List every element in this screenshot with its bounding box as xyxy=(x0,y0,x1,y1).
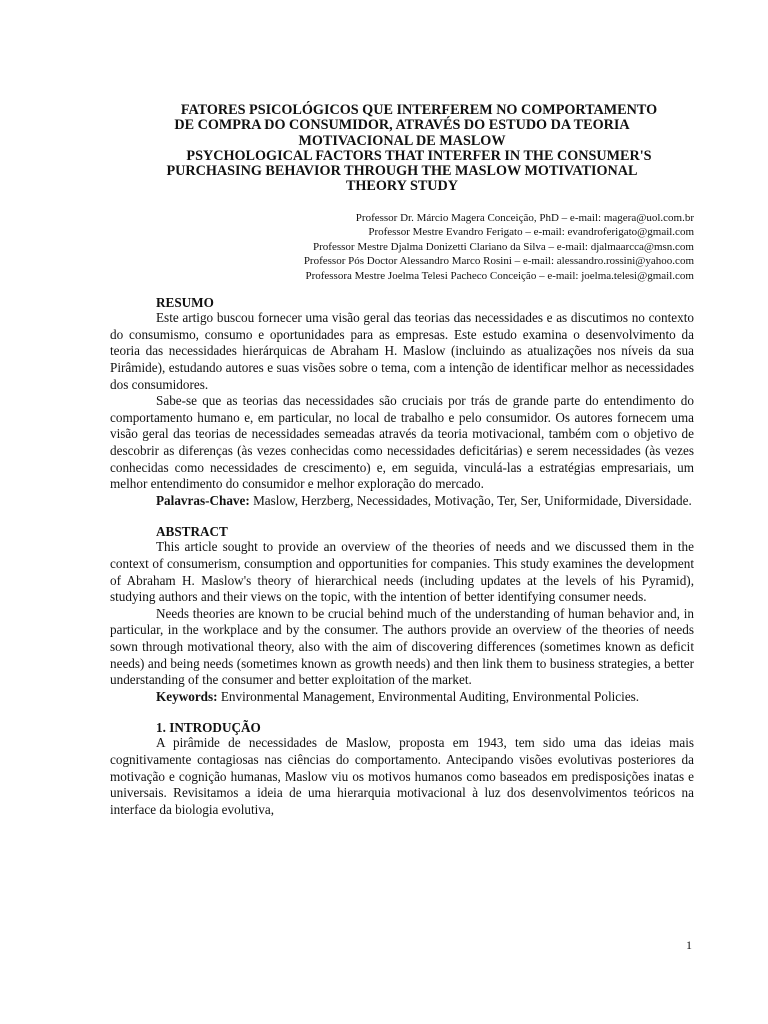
intro-paragraph-1: A pirâmide de necessidades de Maslow, proposta em 1943, tem sido uma das ideias mais cognitivamente contagiosas nas ciências do comportamento. Antecipando visões evolutivas posteriores da motivação e cognição humanas, Maslow viu os motivos humanos como baseados em predisposições inatas e universais. Revisitamos a ideia de uma hierarquia motivacional à luz dos desenvolvimentos teóricos na interface da biologia evolutiva, xyxy=(110,735,694,817)
author-5: Professora Mestre Joelma Telesi Pacheco Conceição – e-mail: joelma.telesi@gmail.com xyxy=(305,269,694,282)
title-pt-line-2: DE COMPRA DO CONSUMIDOR, ATRAVÉS DO ESTUDO DA TEORIA xyxy=(174,117,630,134)
intro-heading: 1. INTRODUÇÃO xyxy=(156,720,261,736)
author-3: Professor Mestre Djalma Donizetti Clariano da Silva – e-mail: djalmaarcca@msn.com xyxy=(313,240,694,253)
resumo-section xyxy=(110,295,694,509)
author-list xyxy=(110,211,694,284)
resumo-keywords-label: Palavras-Chave: xyxy=(156,492,250,508)
resumo-paragraph-2: Sabe-se que as teorias das necessidades são cruciais por trás de grande parte do entendimento do comportamento humano e, em particular, no local de trabalho e pelo consumidor. Os autores fornecem uma visão geral das teorias de necessidades semeadas através da teoria motivacional, também com o objetivo de descobrir as diferenças (às vezes conhecidas como necessidades deficitárias) e serem necessidades (às vezes conhecidas como necessidades de crescimento) e, em seguida, vinculá-las a estratégias empresariais, um melhor entendimento do consumidor e melhor exploração do mercado. xyxy=(110,393,694,492)
abstract-section xyxy=(110,524,694,705)
author-1: Professor Dr. Márcio Magera Conceição, PhD – e-mail: magera@uol.com.br xyxy=(355,211,694,224)
title-pt-line-3: MOTIVACIONAL DE MASLOW xyxy=(298,132,506,149)
abstract-keywords xyxy=(110,689,694,706)
resumo-keywords-text: Maslow, Herzberg, Necessidades, Motivação, Ter, Ser, Uniformidade, Diversidade. xyxy=(249,492,692,508)
intro-section xyxy=(110,720,694,818)
title-pt-line-1: FATORES PSICOLÓGICOS QUE INTERFEREM NO COMPORTAMENTO xyxy=(180,102,658,118)
author-4: Professor Pós Doctor Alessandro Marco Rosini – e-mail: alessandro.rossini@yahoo.com xyxy=(303,255,694,268)
title-en-line-1: PSYCHOLOGICAL FACTORS THAT INTERFER IN THE CONSUMER'S xyxy=(186,147,652,164)
title-en-line-2: PURCHASING BEHAVIOR THROUGH THE MASLOW MOTIVATIONAL xyxy=(166,163,638,180)
abstract-keywords-label: Keywords: xyxy=(156,688,218,704)
author-2: Professor Mestre Evandro Ferigato – e-mail: evandroferigato@gmail.com xyxy=(368,226,694,239)
document-page xyxy=(110,0,694,818)
title-block xyxy=(110,103,694,195)
abstract-paragraph-1: This article sought to provide an overview of the theories of needs and we discussed them in the context of consumerism, consumption and opportunities for companies. This study examines the development of Abraham H. Maslow's theory of hierarchical needs (including updates at the levels of his Pyramid), studying authors and their views on the topic, with the intention of better identifying consumer needs. xyxy=(110,539,694,605)
resumo-paragraph-1: Este artigo buscou fornecer uma visão geral das teorias das necessidades e as discutimos no contexto do consumismo, consumo e oportunidades para as empresas. Este estudo examina o desenvolvimento da teoria das necessidades hierárquicas de Abraham H. Maslow (incluindo as atualizações nos níveis da sua Pirâmide), estudando autores e suas visões sobre o tema, com a intenção de identificar melhor as necessidades dos consumidores. xyxy=(110,310,694,392)
abstract-keywords-text: Environmental Management, Environmental Auditing, Environmental Policies. xyxy=(217,688,640,704)
abstract-heading: ABSTRACT xyxy=(156,524,228,540)
title-en-line-3: THEORY STUDY xyxy=(345,178,459,195)
resumo-heading: RESUMO xyxy=(156,295,214,311)
abstract-paragraph-2: Needs theories are known to be crucial behind much of the understanding of human behavior and, in particular, in the workplace and by the consumer. The authors provide an overview of the theories of needs sown through motivational theory, also with the aim of discovering differences (sometimes known as deficit needs) and being needs (sometimes known as growth needs) and then link them to business strategies, a better understanding of the consumer and better exploitation of the market. xyxy=(110,605,694,688)
resumo-keywords xyxy=(110,493,694,510)
page-number: 1 xyxy=(686,938,692,952)
